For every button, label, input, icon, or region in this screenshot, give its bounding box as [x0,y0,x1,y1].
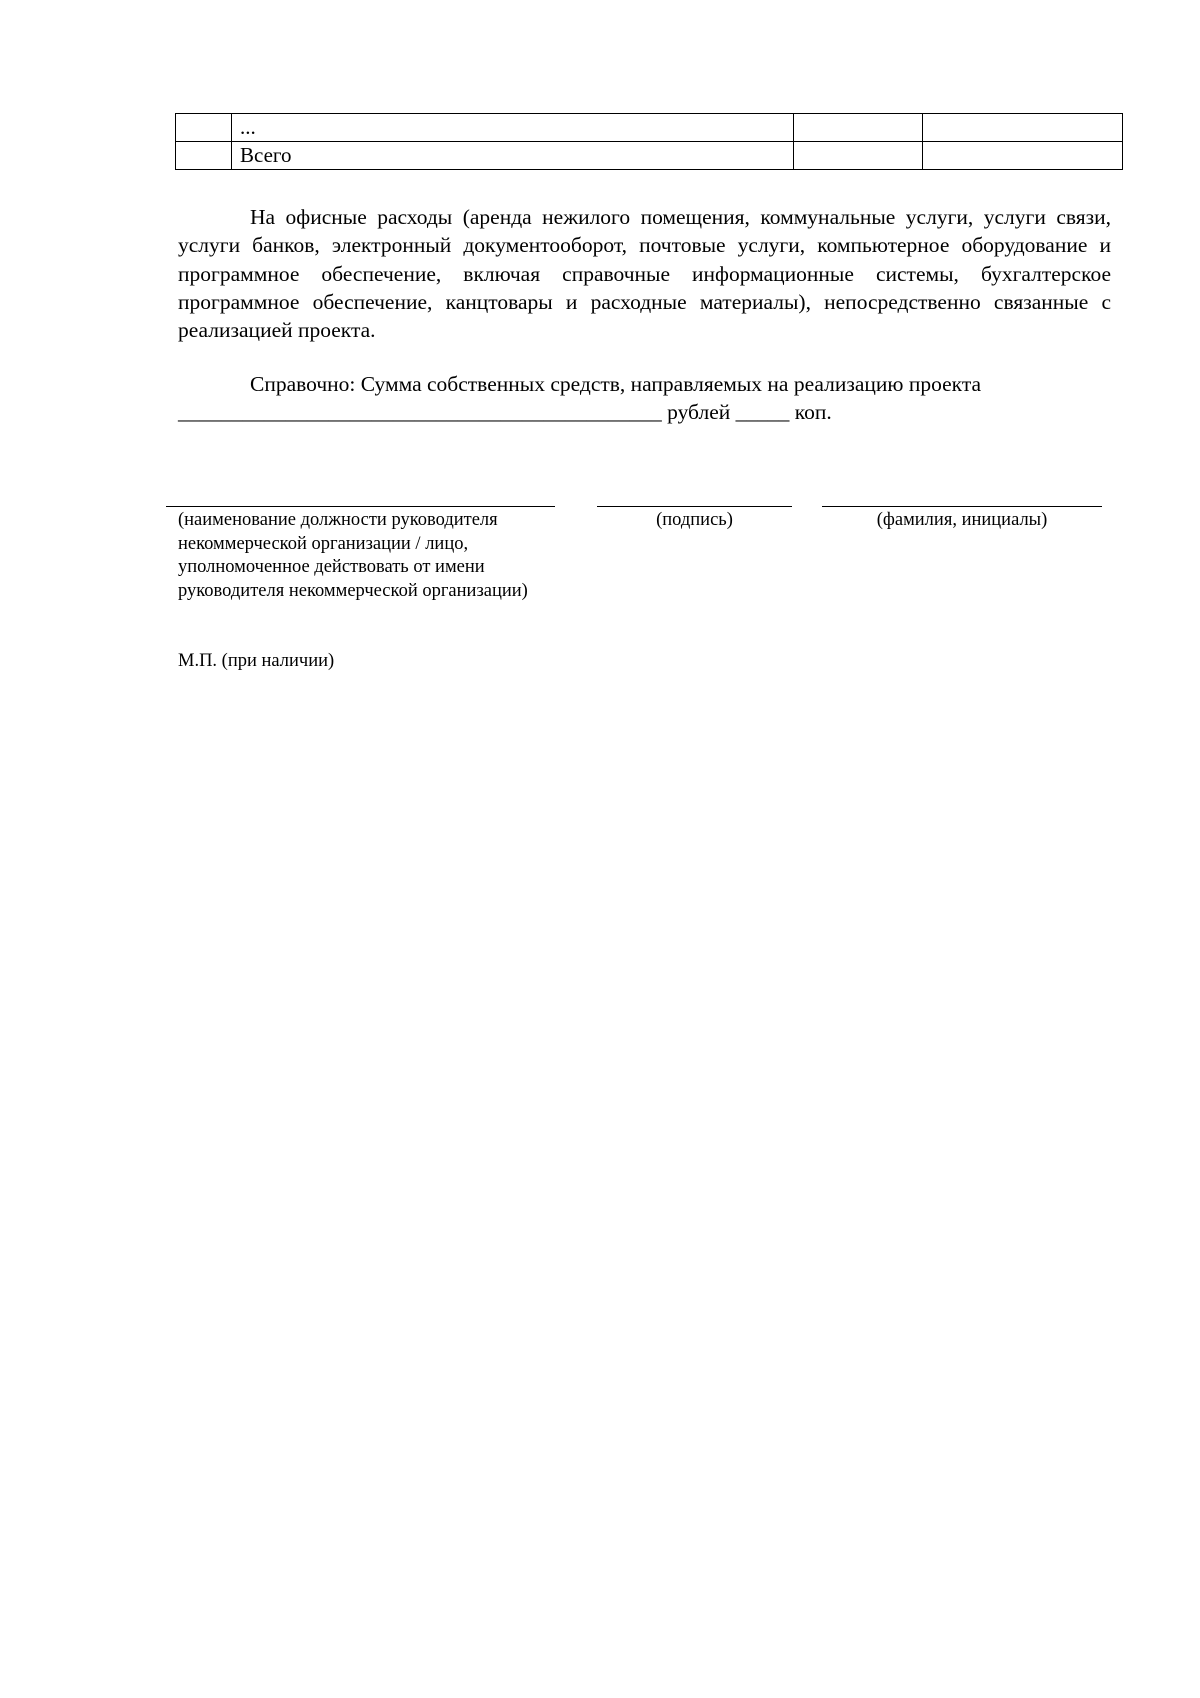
name-caption: (фамилия, инициалы) [876,510,1048,530]
stamp-note: М.П. (при наличии) [178,651,335,671]
row-value-cell [923,114,1123,142]
row-name-cell: ... [232,114,794,142]
signature-line [597,506,792,507]
table-row [176,114,1123,142]
signature-caption: (подпись) [656,510,733,530]
reference-text: Справочно: Сумма собственных средств, направляемых на реализацию проекта [250,372,982,396]
reference-amount-blank: _____________________________________________ рублей _____ коп. [178,400,832,425]
total-label-cell: Всего [232,142,794,170]
position-signature-line [166,506,555,507]
position-caption: (наименование должности руководителя некоммерческой организации / лицо, уполномоченное действовать от имени руководителя некоммерческой организации) [178,510,528,601]
row-value-cell [794,142,923,170]
expense-table [175,113,1123,170]
row-number-cell [176,142,232,170]
row-value-cell [923,142,1123,170]
table-row-total [176,142,1123,170]
office-expenses-paragraph: На офисные расходы (аренда нежилого помещения, коммунальные услуги, услуги связи, услуги банков, электронный документооборот, почтовые услуги, компьютерное оборудование и программное обеспечение, включая справочные информационные системы, бухгалтерское программное обеспечение, канцтовары и расходные материалы), непосредственно связанные с реализацией проекта. [178,205,1111,343]
row-number-cell [176,114,232,142]
name-signature-line [822,506,1102,507]
reference-paragraph [178,370,1111,427]
row-value-cell [794,114,923,142]
